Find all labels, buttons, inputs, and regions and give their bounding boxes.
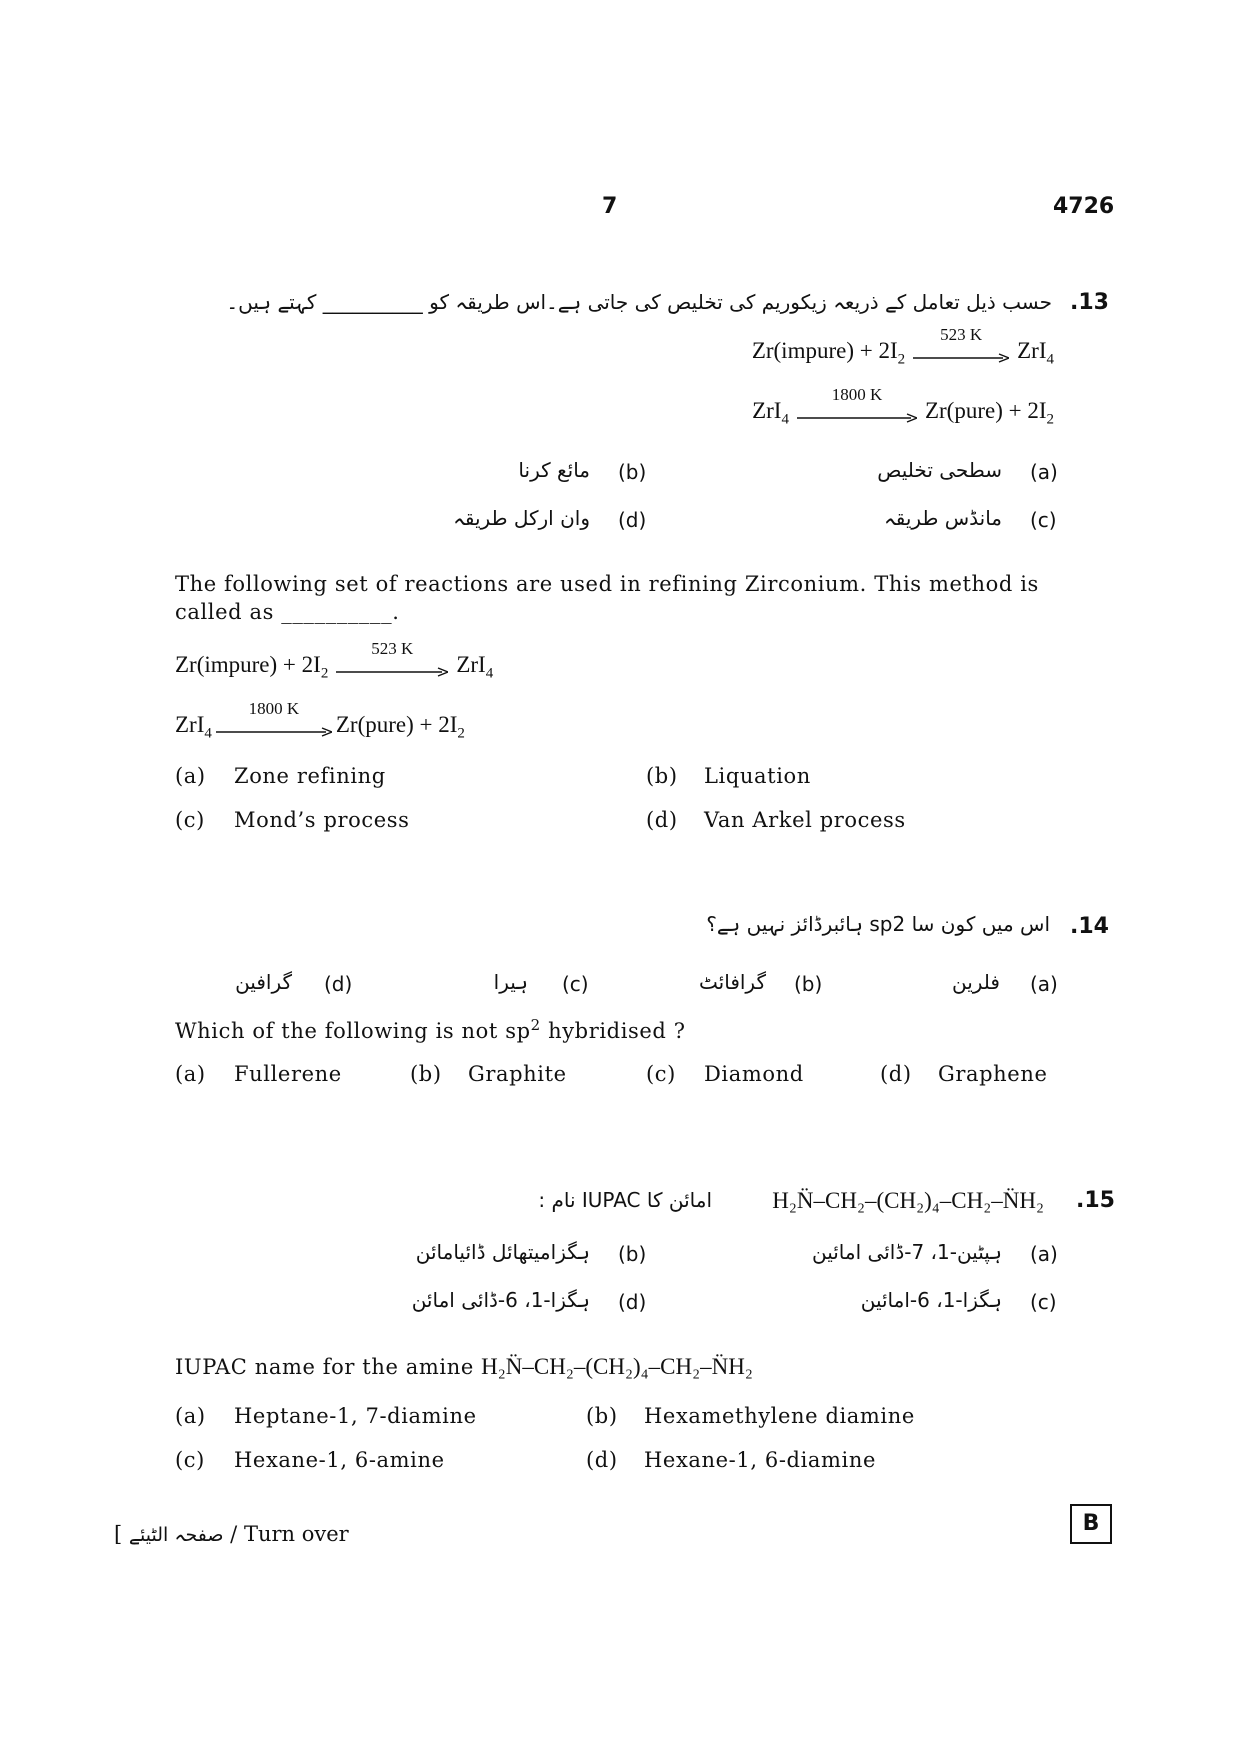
- q15-urdu-opt-c: ہگزا-1، 6-امائین: [860, 1288, 1002, 1312]
- q13-opt-c: Mond’s process: [234, 808, 410, 832]
- q13-english-equation-2: ZrI$_4$ 1800 K Zr(pure) + $2I_2$: [175, 698, 465, 742]
- q13-number: .13: [1070, 290, 1109, 315]
- q14-urdu-opt-a-label: (a): [1030, 972, 1058, 996]
- q13-opt-b-label: (b): [646, 764, 678, 788]
- turn-over-footer: [ صفحہ الٹیئے / Turn over: [114, 1522, 349, 1546]
- q14-number: .14: [1070, 914, 1109, 939]
- q13-opt-d-label: (d): [646, 808, 678, 832]
- q14-urdu-opt-c-label: (c): [562, 972, 589, 996]
- q15-opt-c: Hexane-1, 6-amine: [234, 1448, 445, 1472]
- page-number: 7: [602, 194, 618, 219]
- q13-urdu-opt-c: مانڈس طریقہ: [884, 506, 1002, 530]
- q15-english-question: IUPAC name for the amine H₂N̈–CH₂–(CH₂)₄–CH₂–N̈H₂: [175, 1354, 753, 1379]
- q15-opt-b: Hexamethylene diamine: [644, 1404, 915, 1428]
- q14-urdu-opt-d: گرافین: [235, 970, 292, 994]
- reaction-arrow: 1800 K: [216, 717, 332, 737]
- q13-urdu-equation-2: ZrI$_4$ 1800 K Zr(pure) + $2I_2$: [752, 384, 1054, 428]
- q14-opt-b: Graphite: [468, 1062, 567, 1086]
- q13-urdu-opt-a: سطحی تخلیص: [877, 458, 1002, 482]
- q15-english-formula: H₂N̈–CH₂–(CH₂)₄–CH₂–N̈H₂: [481, 1354, 753, 1379]
- q14-opt-c-label: (c): [646, 1062, 676, 1086]
- reaction-arrow: 1800 K: [797, 403, 917, 423]
- reaction-arrow: 523 K: [913, 343, 1009, 363]
- q14-opt-d-label: (d): [880, 1062, 912, 1086]
- q13-urdu-question: حسب ذیل تعامل کے ذریعہ زیکوریم کی تخلیص کی جاتی ہے۔اس طریقہ کو __________ کہتے ہیں۔: [226, 290, 1052, 314]
- q15-urdu-opt-c-label: (c): [1030, 1290, 1057, 1314]
- q15-opt-b-label: (b): [586, 1404, 618, 1428]
- q13-urdu-opt-d: وان ارکل طریقہ: [453, 506, 590, 530]
- q15-number: .15: [1076, 1188, 1115, 1213]
- reaction-arrow: 523 K: [336, 657, 448, 677]
- q15-urdu-opt-a-label: (a): [1030, 1242, 1058, 1266]
- q15-opt-a-label: (a): [175, 1404, 206, 1428]
- q15-opt-a: Heptane-1, 7-diamine: [234, 1404, 477, 1428]
- q15-urdu-opt-b: ہگزامیتھائل ڈائیامائن: [415, 1240, 590, 1264]
- q14-urdu-opt-b: گرافائٹ: [699, 970, 766, 994]
- q14-opt-d: Graphene: [938, 1062, 1048, 1086]
- q14-urdu-opt-b-label: (b): [794, 972, 823, 996]
- q13-opt-b: Liquation: [704, 764, 811, 788]
- q14-english-question: Which of the following is not $sp^2$ hybridised ?: [175, 1016, 686, 1043]
- q15-urdu-opt-d: ہگزا-1، 6-ڈائی امائن: [411, 1288, 590, 1312]
- q14-urdu-opt-c: ہیرا: [493, 970, 528, 994]
- q14-opt-c: Diamond: [704, 1062, 804, 1086]
- q14-opt-b-label: (b): [410, 1062, 442, 1086]
- q14-opt-a: Fullerene: [234, 1062, 342, 1086]
- q13-urdu-opt-c-label: (c): [1030, 508, 1057, 532]
- q15-urdu-opt-b-label: (b): [618, 1242, 647, 1266]
- q13-urdu-opt-a-label: (a): [1030, 460, 1058, 484]
- booklet-code-badge: B: [1070, 1504, 1112, 1544]
- q13-english-question: The following set of reactions are used in refining Zirconium. This method is called as __________.: [175, 572, 1039, 624]
- q13-urdu-opt-b-label: (b): [618, 460, 647, 484]
- q15-urdu-formula: H₂N̈–CH₂–(CH₂)₄–CH₂–N̈H₂: [772, 1188, 1044, 1213]
- q15-opt-d-label: (d): [586, 1448, 618, 1472]
- q15-urdu-opt-d-label: (d): [618, 1290, 647, 1314]
- q15-opt-d: Hexane-1, 6-diamine: [644, 1448, 876, 1472]
- q13-opt-a-label: (a): [175, 764, 206, 788]
- q14-opt-a-label: (a): [175, 1062, 206, 1086]
- turn-over-label: Turn over: [243, 1522, 349, 1546]
- q13-english-equation-1: Zr(impure) + $2I_2$ 523 K ZrI$_4$: [175, 638, 494, 682]
- q14-urdu-question: اس میں کون سا sp2 ہائبرڈائز نہیں ہے؟: [706, 912, 1050, 936]
- q13-urdu-opt-b: مائع کرنا: [518, 458, 590, 482]
- q13-opt-d: Van Arkel process: [704, 808, 906, 832]
- urdu-turn-over: صفحہ الٹیئے: [128, 1524, 224, 1546]
- q13-urdu-equation-1: Zr(impure) + $2I_2$ 523 K ZrI$_4$: [751, 324, 1054, 368]
- q13-opt-a: Zone refining: [234, 764, 386, 788]
- q15-opt-c-label: (c): [175, 1448, 205, 1472]
- q14-urdu-opt-a: فلرین: [951, 970, 1000, 994]
- q15-urdu-question: امائن کا IUPAC نام :: [538, 1188, 712, 1212]
- q15-urdu-opt-a: ہپٹین-1، 7-ڈائی امائین: [811, 1240, 1002, 1264]
- q13-opt-c-label: (c): [175, 808, 205, 832]
- q14-urdu-opt-d-label: (d): [324, 972, 353, 996]
- q13-urdu-opt-d-label: (d): [618, 508, 647, 532]
- exam-code: 4726: [1053, 194, 1115, 219]
